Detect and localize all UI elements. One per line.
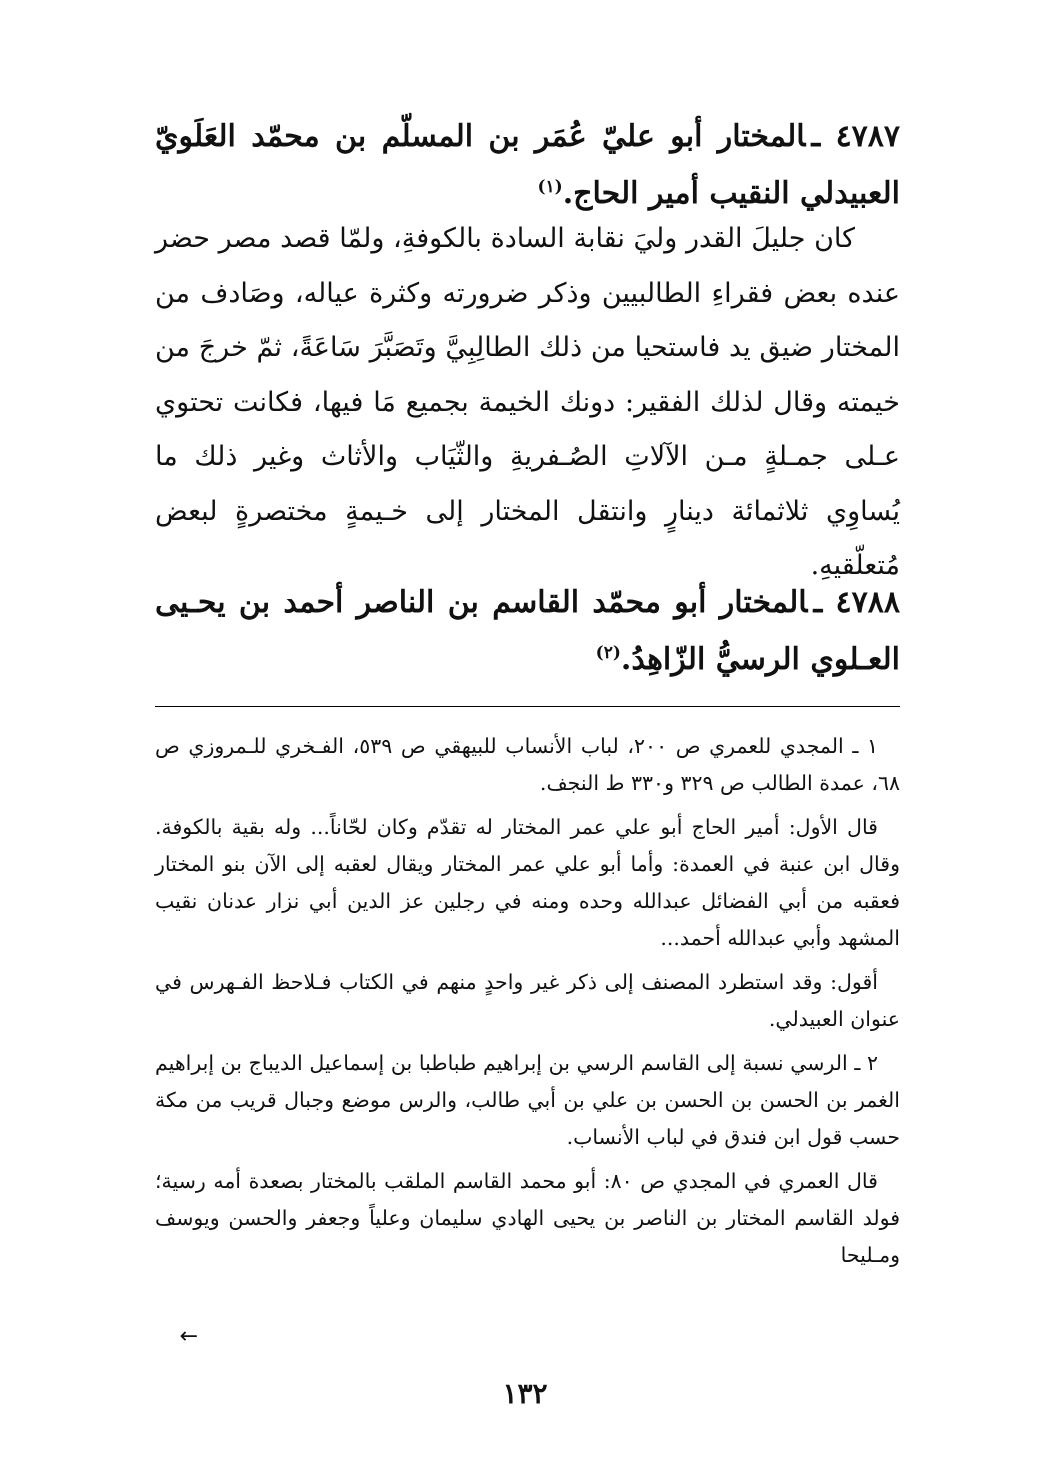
entry-number: ٤٧٨٨ ـ [813, 585, 900, 620]
footnote-paragraph: أقول: وقد استطرد المصنف إلى ذكر غير واحدٍ منهم في الكتاب فـلاحظ الفـهرس في عنوان العبيدلي. [155, 970, 900, 1031]
entry-title: المختار أبو محمّد القاسم بن الناصر أحمد بن يحـيى العـلوي الرسيُّ الزّاهِدُ. [155, 585, 900, 677]
continued-arrow-icon: ← [179, 1324, 198, 1349]
footnote-paragraph: قال العمري في المجدي ص ٨٠: أبو محمد القاسم الملقب بالمختار بصعدة أمه رسية؛ فولد القاسم المختار بن الناصر بن يحيى الهادي سليمان وعلياً وجعفر والحسن ويوسف ومـليحا [155, 1169, 900, 1267]
footnote-reference[interactable]: (٢) [595, 643, 621, 663]
footnote-paragraph: ١ ـ المجدي للعمري ص ٢٠٠، لباب الأنساب للبيهقي ص ٥٣٩، الفـخري للـمروزي ص ٦٨، عمدة الطالب ص ٣٢٩ و٣٣٠ ط النجف. [155, 734, 900, 795]
footnote-reference[interactable]: (١) [537, 177, 563, 197]
entry-number: ٤٧٨٧ ـ [811, 119, 901, 154]
footnote-separator [155, 706, 900, 707]
entry-heading-4787 [155, 112, 900, 219]
footnotes-section [155, 728, 900, 1281]
footnote-paragraph: قال الأول: أمير الحاج أبو علي عمر المختار له تقدّم وكان لحّاناً... وله بقية بالكوفة. وقال ابن عنبة في العمدة: وأما أبو علي عمر المختار ويقال لعقبه إلى الآن بنو المختار فعقبه من أبي الفضائل عبدالله وحده ومنه في رجلين عز الدين أبي نزار عدنان نقيب المشهد وأبي عبدالله أحمد... [155, 815, 900, 950]
page-number: ١٣٢ [502, 1377, 548, 1410]
entry-heading-4788 [155, 578, 900, 685]
entry-title: المختار أبو عليّ عُمَر بن المسلّم بن محمّد العَلَويّ العبيدلي النقيب أمير الحاج. [155, 119, 900, 211]
footnote-paragraph: ٢ ـ الرسي نسبة إلى القاسم الرسي بن إبراهيم طباطبا بن إسماعيل الديباج بن إبراهيم الغمر بن الحسن بن الحسن بن علي بن أبي طالب، والرس موضع وجبال قريب من مكة حسب قول ابن فندق في لباب الأنساب. [155, 1051, 900, 1149]
entry-body-4787: كان جليلَ القدر وليَ نقابة السادة بالكوفةِ، ولمّا قصد مصر حضر عنده بعض فقراءِ الطالبيين وذكر ضرورته وكثرة عياله، وصَادف من المختار ضيق يد فاستحيا من ذلك الطالِبِيَّ وتَصَبَّرَ سَاعَةً، ثمّ خرجَ من خيمته وقال لذلك الفقير: دونك الخيمة بجميع مَا فيها، فكانت تحتوي عـلى جمـلةٍ مـن الآلاتِ الصُـفريةِ والثّيَاب والأثاث وغير ذلك ما يُساوِي ثلاثمائة دينارٍ وانتقل المختار إلى خـيمةٍ مختصرةٍ لبعض مُتعلّقيهِ. [155, 223, 900, 581]
